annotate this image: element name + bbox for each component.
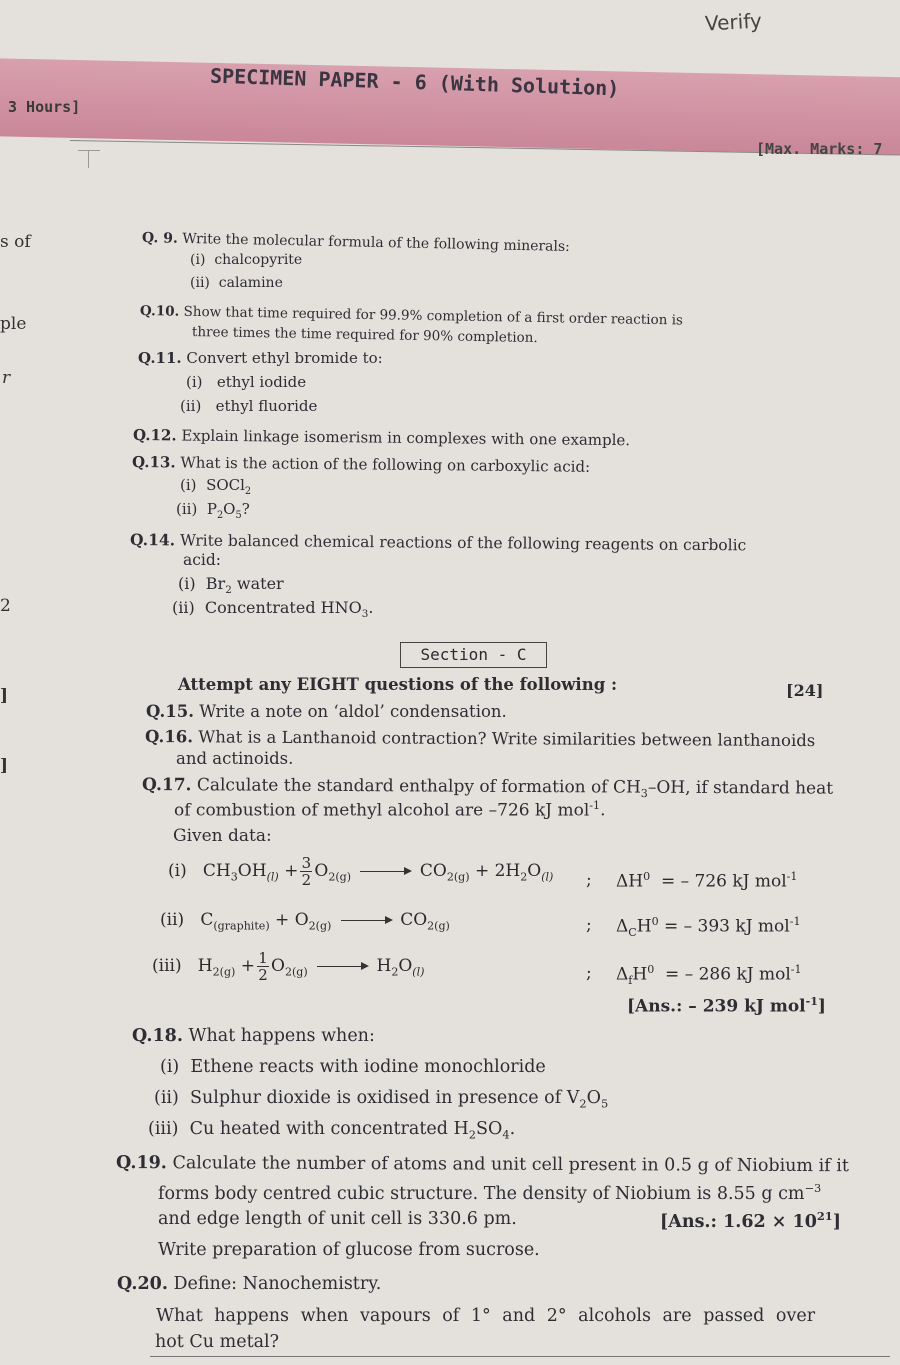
option-label: (iii) [148,1119,179,1139]
question-text: Calculate the number of atoms and unit cell present in 0.5 g of Niobium if it [172,1153,849,1177]
margin-fragment: ] [0,756,9,776]
formula: O [398,956,413,976]
equation-iii-semicolon: ; [586,963,592,983]
question-text: What is the action of the following on carboxylic acid: [180,453,591,476]
formula: + O [275,910,309,930]
option-text: Sulphur dioxide is oxidised in presence of V [190,1088,580,1108]
numerator: 3 [301,854,312,872]
question-text: –OH, if standard heat [647,777,834,799]
question-number: Q.14. [129,530,176,550]
enthalpy-value: = – 286 kJ mol [665,964,791,985]
bottom-rule [150,1356,890,1357]
reaction-arrow [317,966,367,967]
option-label: (i) [190,252,206,268]
superscript: 0 [643,870,651,883]
question-text: Show that time required for 99.9% completion of a first order reaction is [183,303,684,329]
margin-fragment: ple [0,314,27,334]
equation-i-enthalpy [616,870,797,892]
q9-option-2 [190,275,283,291]
formula: + 2H [474,861,521,881]
question-number: Q. 9. [141,230,179,247]
fraction [257,950,269,983]
margin-fragment: r [2,368,11,388]
option-text: . [509,1119,516,1139]
question-10-cont: three times the time required for 90% completion. [191,324,538,347]
equation-iii-enthalpy [616,963,802,987]
subscript: 3 [640,787,648,801]
subscript: 3 [361,608,369,621]
question-text: . [600,800,606,821]
subscript: (l) [541,870,554,884]
equation-label: (i) [168,861,187,881]
reaction-arrow [360,871,410,872]
given-data-label: Given data: [173,826,272,846]
superscript: -1 [786,870,798,883]
subscript: 2(g) [284,965,308,979]
question-text: of combustion of methyl alcohol are –726 kJ mol [174,800,590,821]
option-label: (ii) [172,598,195,617]
question-number: Q.11. [138,349,182,367]
option-text: calamine [218,275,283,291]
equation-ii [160,910,450,932]
subscript: (graphite) [213,919,270,933]
question-text: Write a note on ‘aldol’ condensation. [199,702,507,721]
question-number: Q.16. [144,727,194,747]
subscript: (l) [266,870,279,884]
enthalpy-value: = – 726 kJ mol [660,871,787,892]
question-text: What is a Lanthanoid contraction? Write similarities between lanthanoids [198,727,816,751]
subscript: 2 [468,1127,476,1142]
paper-title: SPECIMEN PAPER - 6 (With Solution) [209,63,620,101]
question-text: What happens when: [188,1026,375,1046]
subscript: f [628,974,633,988]
formula: O [314,861,329,881]
reaction-arrow [341,920,391,921]
question-20-line2: What happens when vapours of 1° and 2° alcohols are passed over [156,1306,816,1326]
formula: CO [419,861,447,881]
question-text: forms body centred cubic structure. The density of Niobium is 8.55 g cm [158,1183,805,1204]
subscript: 2(g) [427,919,450,933]
option-text: ethyl fluoride [215,397,318,415]
equation-ii-semicolon: ; [586,915,592,935]
option-text: ? [241,500,250,518]
option-text: Ethene reacts with iodine monochloride [190,1057,546,1077]
delta-h: H [632,964,648,985]
section-marks: [24] [786,681,824,700]
subscript: (l) [412,965,425,979]
formula: C [200,910,214,930]
question-number: Q.19. [115,1153,167,1174]
option-text: P [206,500,217,518]
option-text: O [586,1088,601,1108]
answer-text: ] [817,996,826,1017]
question-text: Explain linkage isomerism in complexes with one example. [181,426,631,450]
subscript: 4 [502,1127,510,1142]
plus-sign: + [240,956,256,976]
option-text: . [368,598,374,617]
q11-option-2 [180,397,317,415]
subscript: 5 [235,510,242,521]
question-14-cont: acid: [183,551,222,569]
question-19 [116,1153,849,1176]
margin-fragment: s of [0,232,31,252]
header-tick-stem [88,150,89,168]
question-20 [117,1274,381,1294]
question-17-cont [174,799,605,821]
q18-option-2 [154,1088,608,1111]
option-text: water [231,574,284,593]
question-12 [133,426,630,449]
subscript: 2(g) [328,870,352,884]
question-text: Write balanced chemical reactions of the following reagents on carbolic [179,531,747,555]
verify-handwriting: Verify [704,8,763,36]
question-text: Calculate the standard enthalpy of formation of CH [196,775,641,798]
margin-fragment: ] [0,686,9,706]
subscript: 2(g) [308,919,332,933]
question-16-cont: and actinoids. [176,749,294,768]
option-text: O [223,500,236,518]
option-label: (ii) [190,275,210,291]
question-11 [138,349,383,367]
header-tick [78,150,100,151]
answer-text: [Ans.: – 239 kJ mol [627,996,806,1017]
question-17 [142,775,833,801]
max-marks-label: [Max. Marks: 7 [756,140,883,158]
enthalpy-value: = – 393 kJ mol [664,916,790,937]
subscript: 2 [216,510,224,521]
q19-answer [660,1209,841,1232]
formula: CH [202,861,231,881]
question-19-line4: Write preparation of glucose from sucrose. [158,1240,540,1260]
option-label: (ii) [176,500,198,518]
q18-option-3 [148,1119,515,1142]
formula: O [271,956,285,976]
option-label: (ii) [154,1088,179,1108]
subscript: C [628,926,637,940]
question-number: Q.17. [141,775,192,796]
equation-label: (iii) [152,956,182,976]
formula: OH [237,861,267,881]
question-number: Q.12. [132,426,177,445]
option-text: Cu heated with concentrated H [189,1119,469,1139]
formula: CO [400,910,428,930]
question-number: Q.10. [139,303,180,320]
section-instruction: Attempt any EIGHT questions of the following : [178,675,618,694]
question-16 [145,727,815,750]
subscript: 2(g) [212,965,236,979]
superscript: −3 [804,1181,822,1195]
option-text: Br [205,574,226,593]
formula: H [197,956,213,976]
denominator: 2 [301,871,312,889]
answer-text: [Ans.: 1.62 × 10 [660,1211,817,1232]
answer-text: ] [832,1211,841,1232]
equation-iii [152,950,424,983]
delta-h: H [636,916,652,937]
superscript: -1 [789,915,801,928]
denominator: 2 [258,966,268,984]
question-number: Q.15. [146,702,195,721]
subscript: 3 [230,870,238,884]
subscript: 2(g) [446,870,470,884]
superscript: 0 [651,915,659,928]
equation-label: (ii) [160,910,185,930]
subscript: 2 [244,486,252,497]
formula: H [376,956,392,976]
numerator: 1 [258,949,268,967]
q11-option-1 [186,373,306,391]
question-18 [132,1026,375,1046]
question-14 [130,530,746,554]
option-text: ethyl iodide [216,373,307,391]
question-19-line2 [158,1181,821,1204]
question-20-line3: hot Cu metal? [155,1332,280,1352]
question-text: Write the molecular formula of the following minerals: [182,230,571,255]
q18-option-1 [160,1057,546,1077]
option-label: (i) [186,373,203,391]
margin-fragment: 2 [0,596,11,616]
question-number: Q.13. [131,453,176,472]
equation-i [168,855,553,888]
q17-answer [627,995,826,1017]
duration-label: 3 Hours] [8,98,81,116]
question-number: Q.20. [117,1274,168,1294]
subscript: 5 [601,1096,609,1111]
question-19-line3: and edge length of unit cell is 330.6 pm. [158,1209,517,1229]
question-text: Define: Nanochemistry. [173,1274,382,1294]
superscript: -1 [805,995,818,1008]
plus-sign: + [284,861,299,881]
option-label: (i) [178,574,196,593]
equation-ii-enthalpy [616,915,800,939]
superscript: -1 [790,963,802,976]
q13-option-1 [180,476,251,497]
q14-option-2 [172,598,373,620]
subscript: 2 [520,870,528,884]
question-15 [146,702,507,721]
question-text: Convert ethyl bromide to: [186,349,383,367]
delta-h: ΔH [616,871,644,892]
superscript: -1 [589,799,601,812]
q9-option-1 [190,252,302,268]
option-label: (ii) [180,397,202,415]
subscript: 2 [225,584,232,597]
subscript: 2 [391,965,399,979]
equation-i-semicolon: ; [586,870,592,890]
fraction [300,855,312,888]
delta-h: Δ [616,916,629,937]
superscript: 0 [647,963,655,976]
superscript: 21 [816,1209,833,1223]
subscript: 2 [579,1096,587,1111]
option-text: Concentrated HNO [204,598,362,617]
question-number: Q.18. [132,1026,183,1046]
q14-option-1 [178,574,284,596]
option-label: (i) [160,1057,180,1077]
option-text: chalcopyrite [214,252,303,268]
question-13 [132,453,590,476]
section-c-heading: Section - C [400,642,547,668]
q13-option-2 [176,500,250,521]
option-text: SOCl [206,476,245,494]
delta-h: Δ [616,964,629,985]
option-text: SO [476,1119,503,1139]
option-label: (i) [180,476,197,494]
formula: O [527,861,542,881]
